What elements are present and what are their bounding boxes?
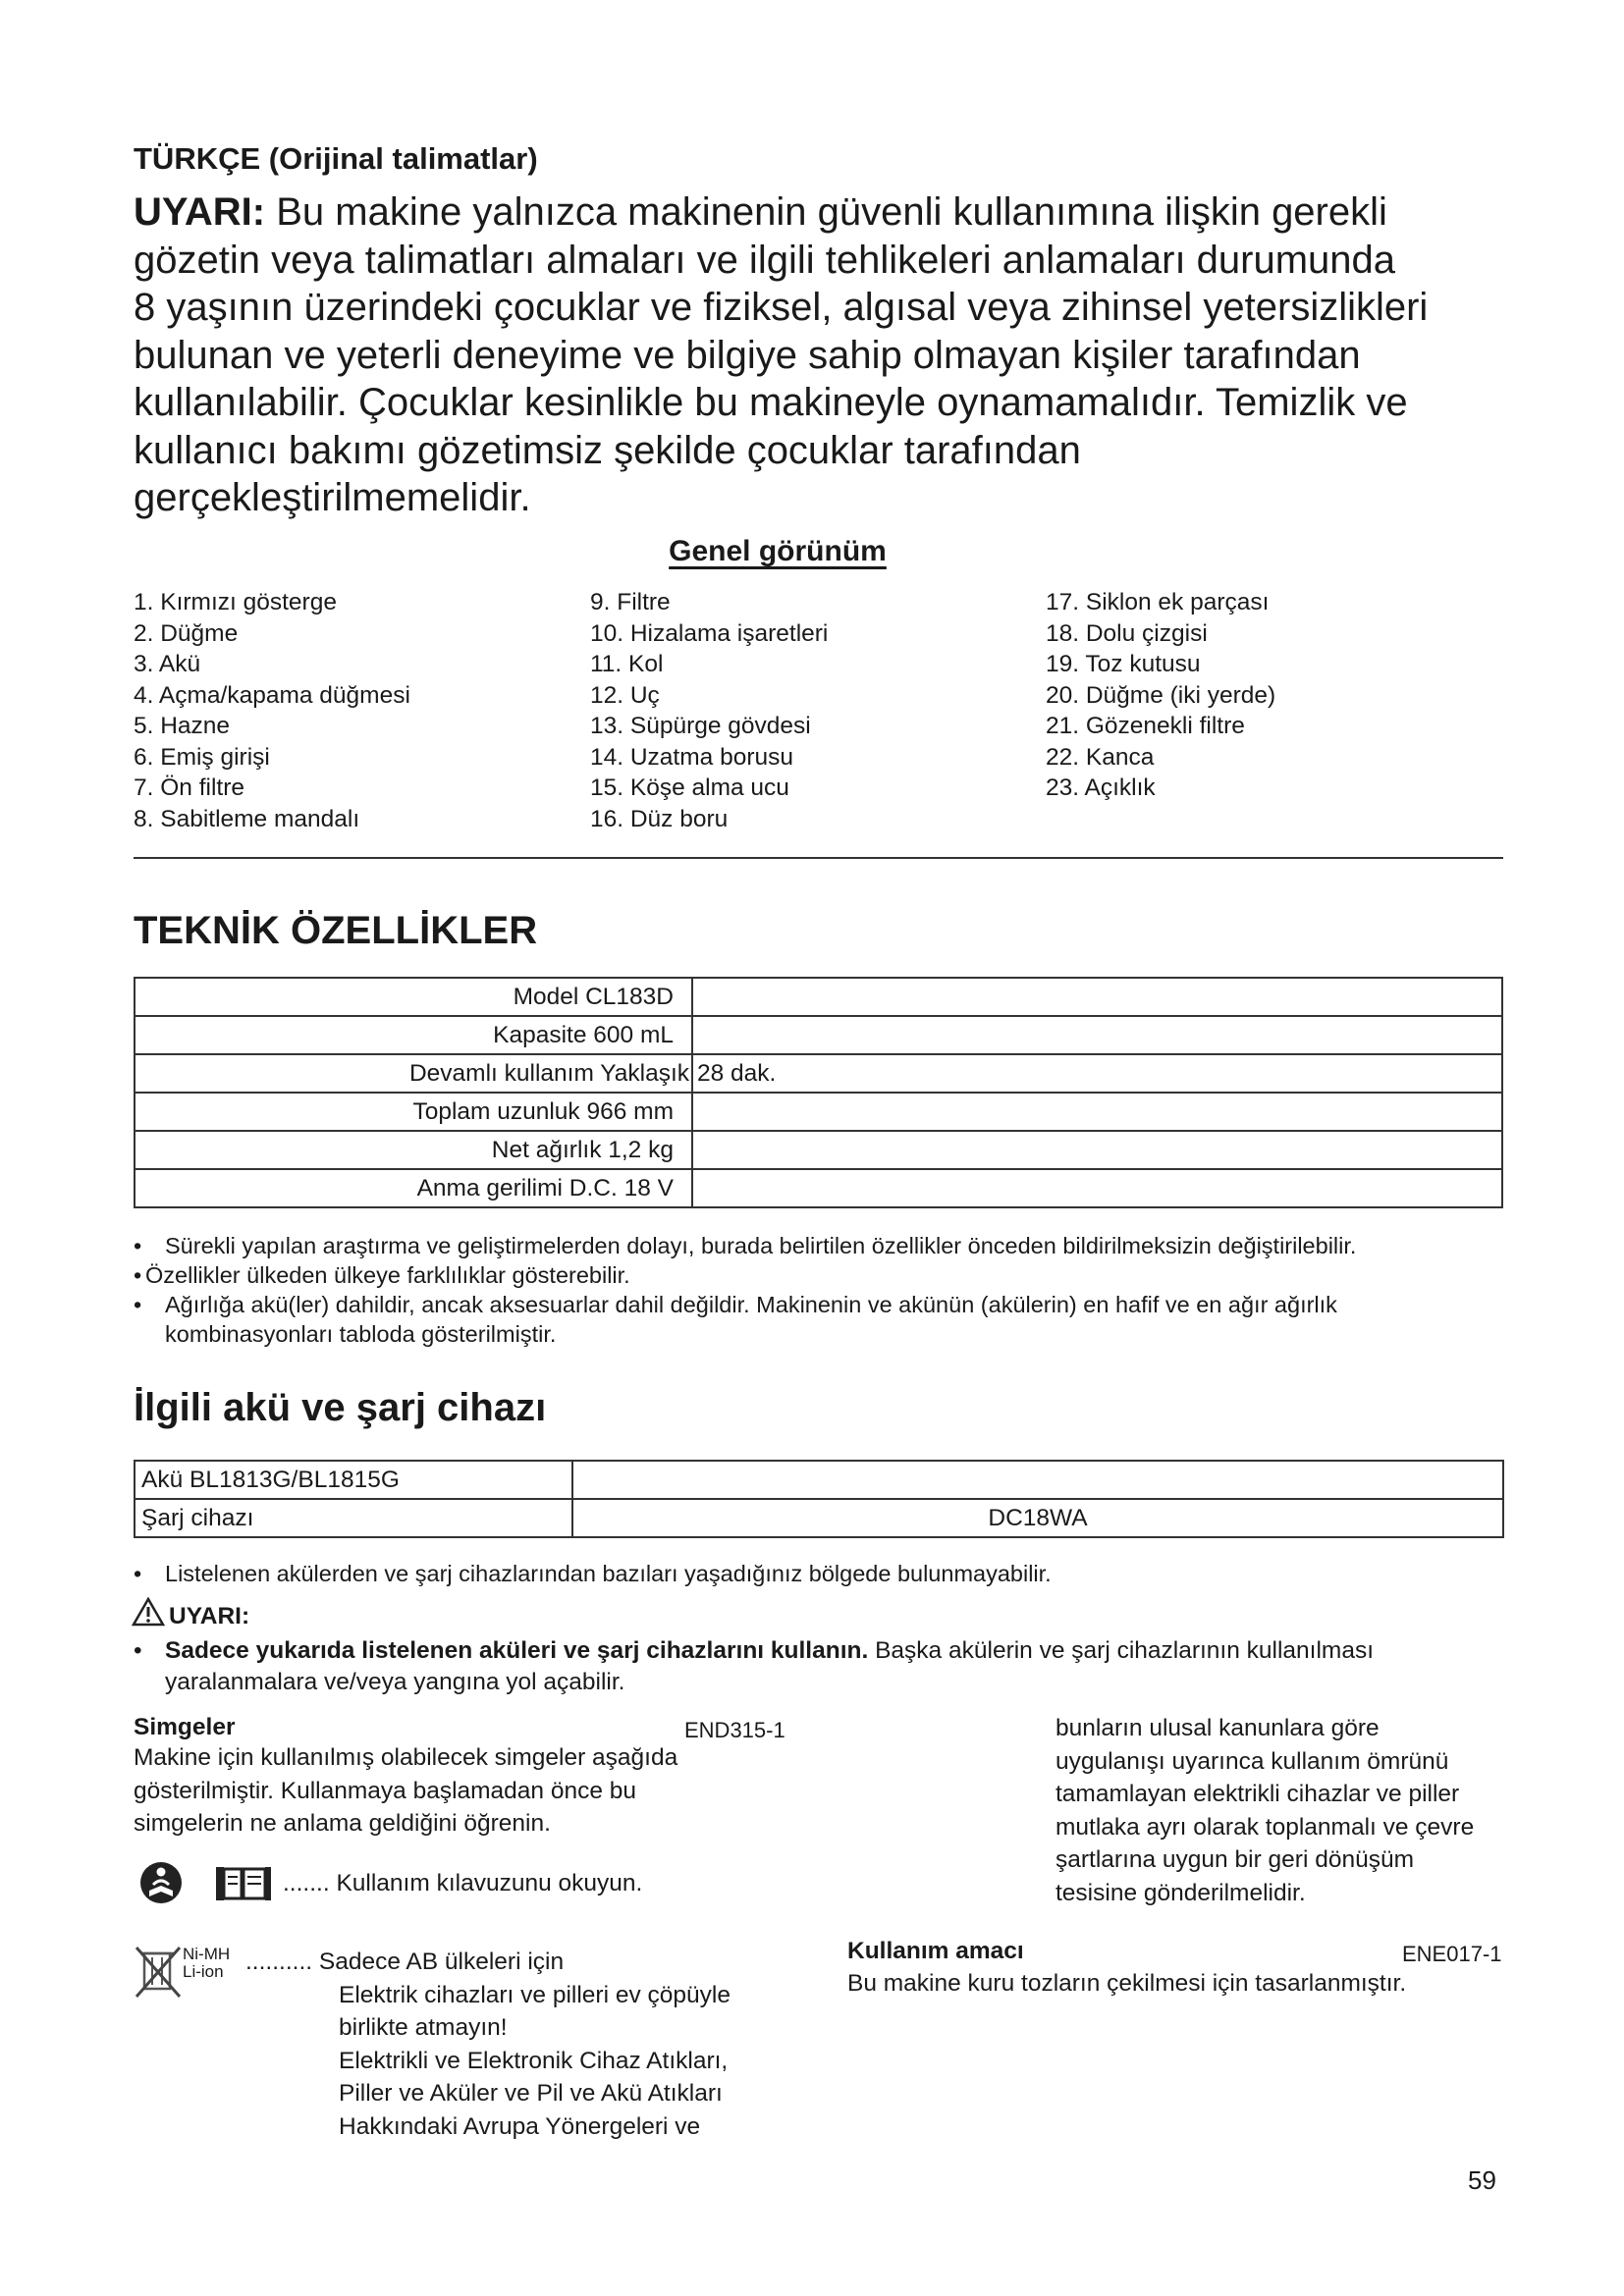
part-item: 20. Düğme (iki yerde) bbox=[1046, 682, 1276, 709]
symbols-intro: Makine için kullanılmış olabilecek simgeler aşağıda gösterilmiştir. Kullanmaya başlamadan önce bu simgelerin ne anlama geldiğini öğrenin. bbox=[134, 1744, 678, 1837]
battery-title: İlgili akü ve şarj cihazı bbox=[134, 1386, 547, 1429]
spec-value bbox=[692, 1016, 1502, 1054]
language-title: TÜRKÇE (Orijinal talimatlar) bbox=[134, 141, 538, 176]
spec-label: Devamlı kullanım Yaklaşık bbox=[135, 1054, 692, 1093]
spec-notes: • Sürekli yapılan araştırma ve geliştirmelerden dolayı, burada belirtilen özellikler önceden bildirilmeksizin değiştirilebilir. • Özellikler ülkeden ülkeye farklılıklar gösterebilir. • Ağırlığa akü(ler) dahildir, ancak aksesuarlar dahil değildir. Makinenin ve akünün (akülerin) en hafif ve en ağır ağırlık kombinasyonları tabloda gösterilmiştir. bbox=[134, 1233, 1357, 1347]
part-item: 5. Hazne bbox=[134, 713, 231, 739]
table-row bbox=[135, 1093, 1502, 1131]
table-row bbox=[135, 1499, 1503, 1537]
part-item: 23. Açıklık bbox=[1046, 774, 1156, 801]
part-item: 12. Uç bbox=[590, 682, 660, 709]
overview-title: Genel görünüm bbox=[669, 535, 887, 567]
battery-label: Şarj cihazı bbox=[135, 1499, 572, 1537]
eu-disposal-text-cont: bunların ulusal kanunlara göre uygulanışı uyarınca kullanım ömrünü tamamlayan elektrikli cihazlar ve piller mutlaka ayrı olarak toplanmalı ve çevre şartlarına uygun bir geri dönüşüm tesisine gönderilmelidir. bbox=[1056, 1715, 1475, 1906]
battery-table bbox=[134, 1460, 1504, 1538]
spec-label: Model CL183D bbox=[135, 978, 692, 1016]
spec-note: Sürekli yapılan araştırma ve geliştirmelerden dolayı, burada belirtilen özellikler önceden bildirilmeksizin değiştirilebilir. bbox=[165, 1233, 1357, 1258]
crossed-bin-icon bbox=[135, 1944, 182, 2003]
part-item: 2. Düğme bbox=[134, 620, 239, 647]
read-manual-icon bbox=[139, 1861, 183, 1909]
spec-value bbox=[692, 1169, 1502, 1207]
spec-note: kombinasyonları tabloda gösterilmiştir. bbox=[165, 1321, 557, 1347]
part-item: 9. Filtre bbox=[590, 589, 671, 615]
part-item: 14. Uzatma borusu bbox=[590, 744, 793, 771]
manual-text: ....... Kullanım kılavuzunu okuyun. bbox=[283, 1870, 643, 1896]
battery-value bbox=[572, 1461, 1503, 1499]
section-divider bbox=[134, 857, 1503, 859]
part-item: 3. Akü bbox=[134, 651, 201, 677]
spec-value bbox=[692, 1131, 1502, 1169]
symbols-code: END315-1 bbox=[684, 1718, 785, 1742]
page-number: 59 bbox=[1468, 2165, 1496, 2195]
book-icon bbox=[214, 1863, 273, 1907]
battery-label: Akü BL1813G/BL1815G bbox=[135, 1461, 572, 1499]
child-safety-warning: UYARI: Bu makine yalnızca makinenin güvenli kullanımına ilişkin gerekli gözetin veya talimatları almaları ve ilgili tehlikeleri anlamaları durumunda 8 yaşının üzerindeki çocuklar ve fiziksel, algısal veya zihinsel yetersizlikleri bulunan ve yeterli deneyime ve bilgiye sahip olmayan kişiler tarafından kullanılabilir. Çocuklar kesinlikle bu makineyle oynamamalıdır. Temizlik ve kullanıcı bakımı gözetimsiz şekilde çocuklar tarafından gerçekleştirilmemelidir. bbox=[134, 190, 1429, 519]
part-item: 7. Ön filtre bbox=[134, 774, 245, 801]
part-item: 8. Sabitleme mandalı bbox=[134, 806, 360, 832]
part-item: 18. Dolu çizgisi bbox=[1046, 620, 1208, 647]
spec-value bbox=[692, 1093, 1502, 1131]
table-row bbox=[135, 1131, 1502, 1169]
spec-label: Net ağırlık 1,2 kg bbox=[135, 1131, 692, 1169]
intended-use-title: Kullanım amacı bbox=[847, 1938, 1024, 1964]
symbols-title: Simgeler bbox=[134, 1714, 236, 1740]
part-item: 4. Açma/kapama düğmesi bbox=[134, 682, 410, 709]
part-item: 15. Köşe alma ucu bbox=[590, 774, 789, 801]
table-row bbox=[135, 1054, 1502, 1093]
spec-note: Ağırlığa akü(ler) dahildir, ancak aksesuarlar dahil değildir. Makinenin ve akünün (akülerin) en hafif ve en ağır ağırlık bbox=[165, 1292, 1337, 1317]
intended-use-text: Bu makine kuru tozların çekilmesi için tasarlanmıştır. bbox=[847, 1970, 1407, 1997]
battery-warning-label: UYARI: bbox=[169, 1603, 250, 1629]
spec-value: 28 dak. bbox=[692, 1054, 1502, 1093]
bin-labels: Ni-MH Li-ion bbox=[183, 1945, 231, 1981]
warning-icon bbox=[132, 1597, 165, 1631]
spec-label: Anma gerilimi D.C. 18 V bbox=[135, 1169, 692, 1207]
part-item: 19. Toz kutusu bbox=[1046, 651, 1201, 677]
part-item: 11. Kol bbox=[590, 651, 664, 677]
table-row bbox=[135, 1016, 1502, 1054]
spec-label: Toplam uzunluk 966 mm bbox=[135, 1093, 692, 1131]
part-item: 17. Siklon ek parçası bbox=[1046, 589, 1270, 615]
part-item: 1. Kırmızı gösterge bbox=[134, 589, 337, 615]
spec-note: Özellikler ülkeden ülkeye farklılıklar gösterebilir. bbox=[145, 1262, 630, 1288]
part-item: 22. Kanca bbox=[1046, 744, 1155, 771]
part-item: 16. Düz boru bbox=[590, 806, 729, 832]
specs-title: TEKNİK ÖZELLİKLER bbox=[134, 909, 538, 952]
table-row bbox=[135, 978, 1502, 1016]
part-item: 6. Emiş girişi bbox=[134, 744, 270, 771]
battery-note: • Listelenen akülerden ve şarj cihazlarından bazıları yaşadığınız bölgede bulunmayabilir. bbox=[134, 1561, 1052, 1586]
table-row bbox=[135, 1461, 1503, 1499]
specs-table bbox=[134, 977, 1503, 1208]
table-row bbox=[135, 1169, 1502, 1207]
warning-label: UYARI: bbox=[134, 190, 266, 234]
battery-warning: • Sadece yukarıda listelenen aküleri ve şarj cihazlarını kullanın. Başka akülerin ve şarj cihazlarının kullanılması yaralanmalara ve/veya yangına yol açabilir. bbox=[134, 1637, 1375, 1695]
intended-use-code: ENE017-1 bbox=[1402, 1942, 1502, 1966]
part-item: 21. Gözenekli filtre bbox=[1046, 713, 1245, 739]
part-item: 10. Hizalama işaretleri bbox=[590, 620, 829, 647]
spec-label: Kapasite 600 mL bbox=[135, 1016, 692, 1054]
eu-disposal-text: .......... Sadece AB ülkeleri için Elektrik cihazları ve pilleri ev çöpüyle birlikte atmayın! Elektrikli ve Elektronik Cihaz Atıkları, Piller ve Aküler ve Pil ve Akü Atıkları Hakkındaki Avrupa Yönergeleri ve bbox=[245, 1949, 731, 2140]
part-item: 13. Süpürge gövdesi bbox=[590, 713, 811, 739]
charger-value: DC18WA bbox=[572, 1499, 1503, 1537]
spec-value bbox=[692, 978, 1502, 1016]
